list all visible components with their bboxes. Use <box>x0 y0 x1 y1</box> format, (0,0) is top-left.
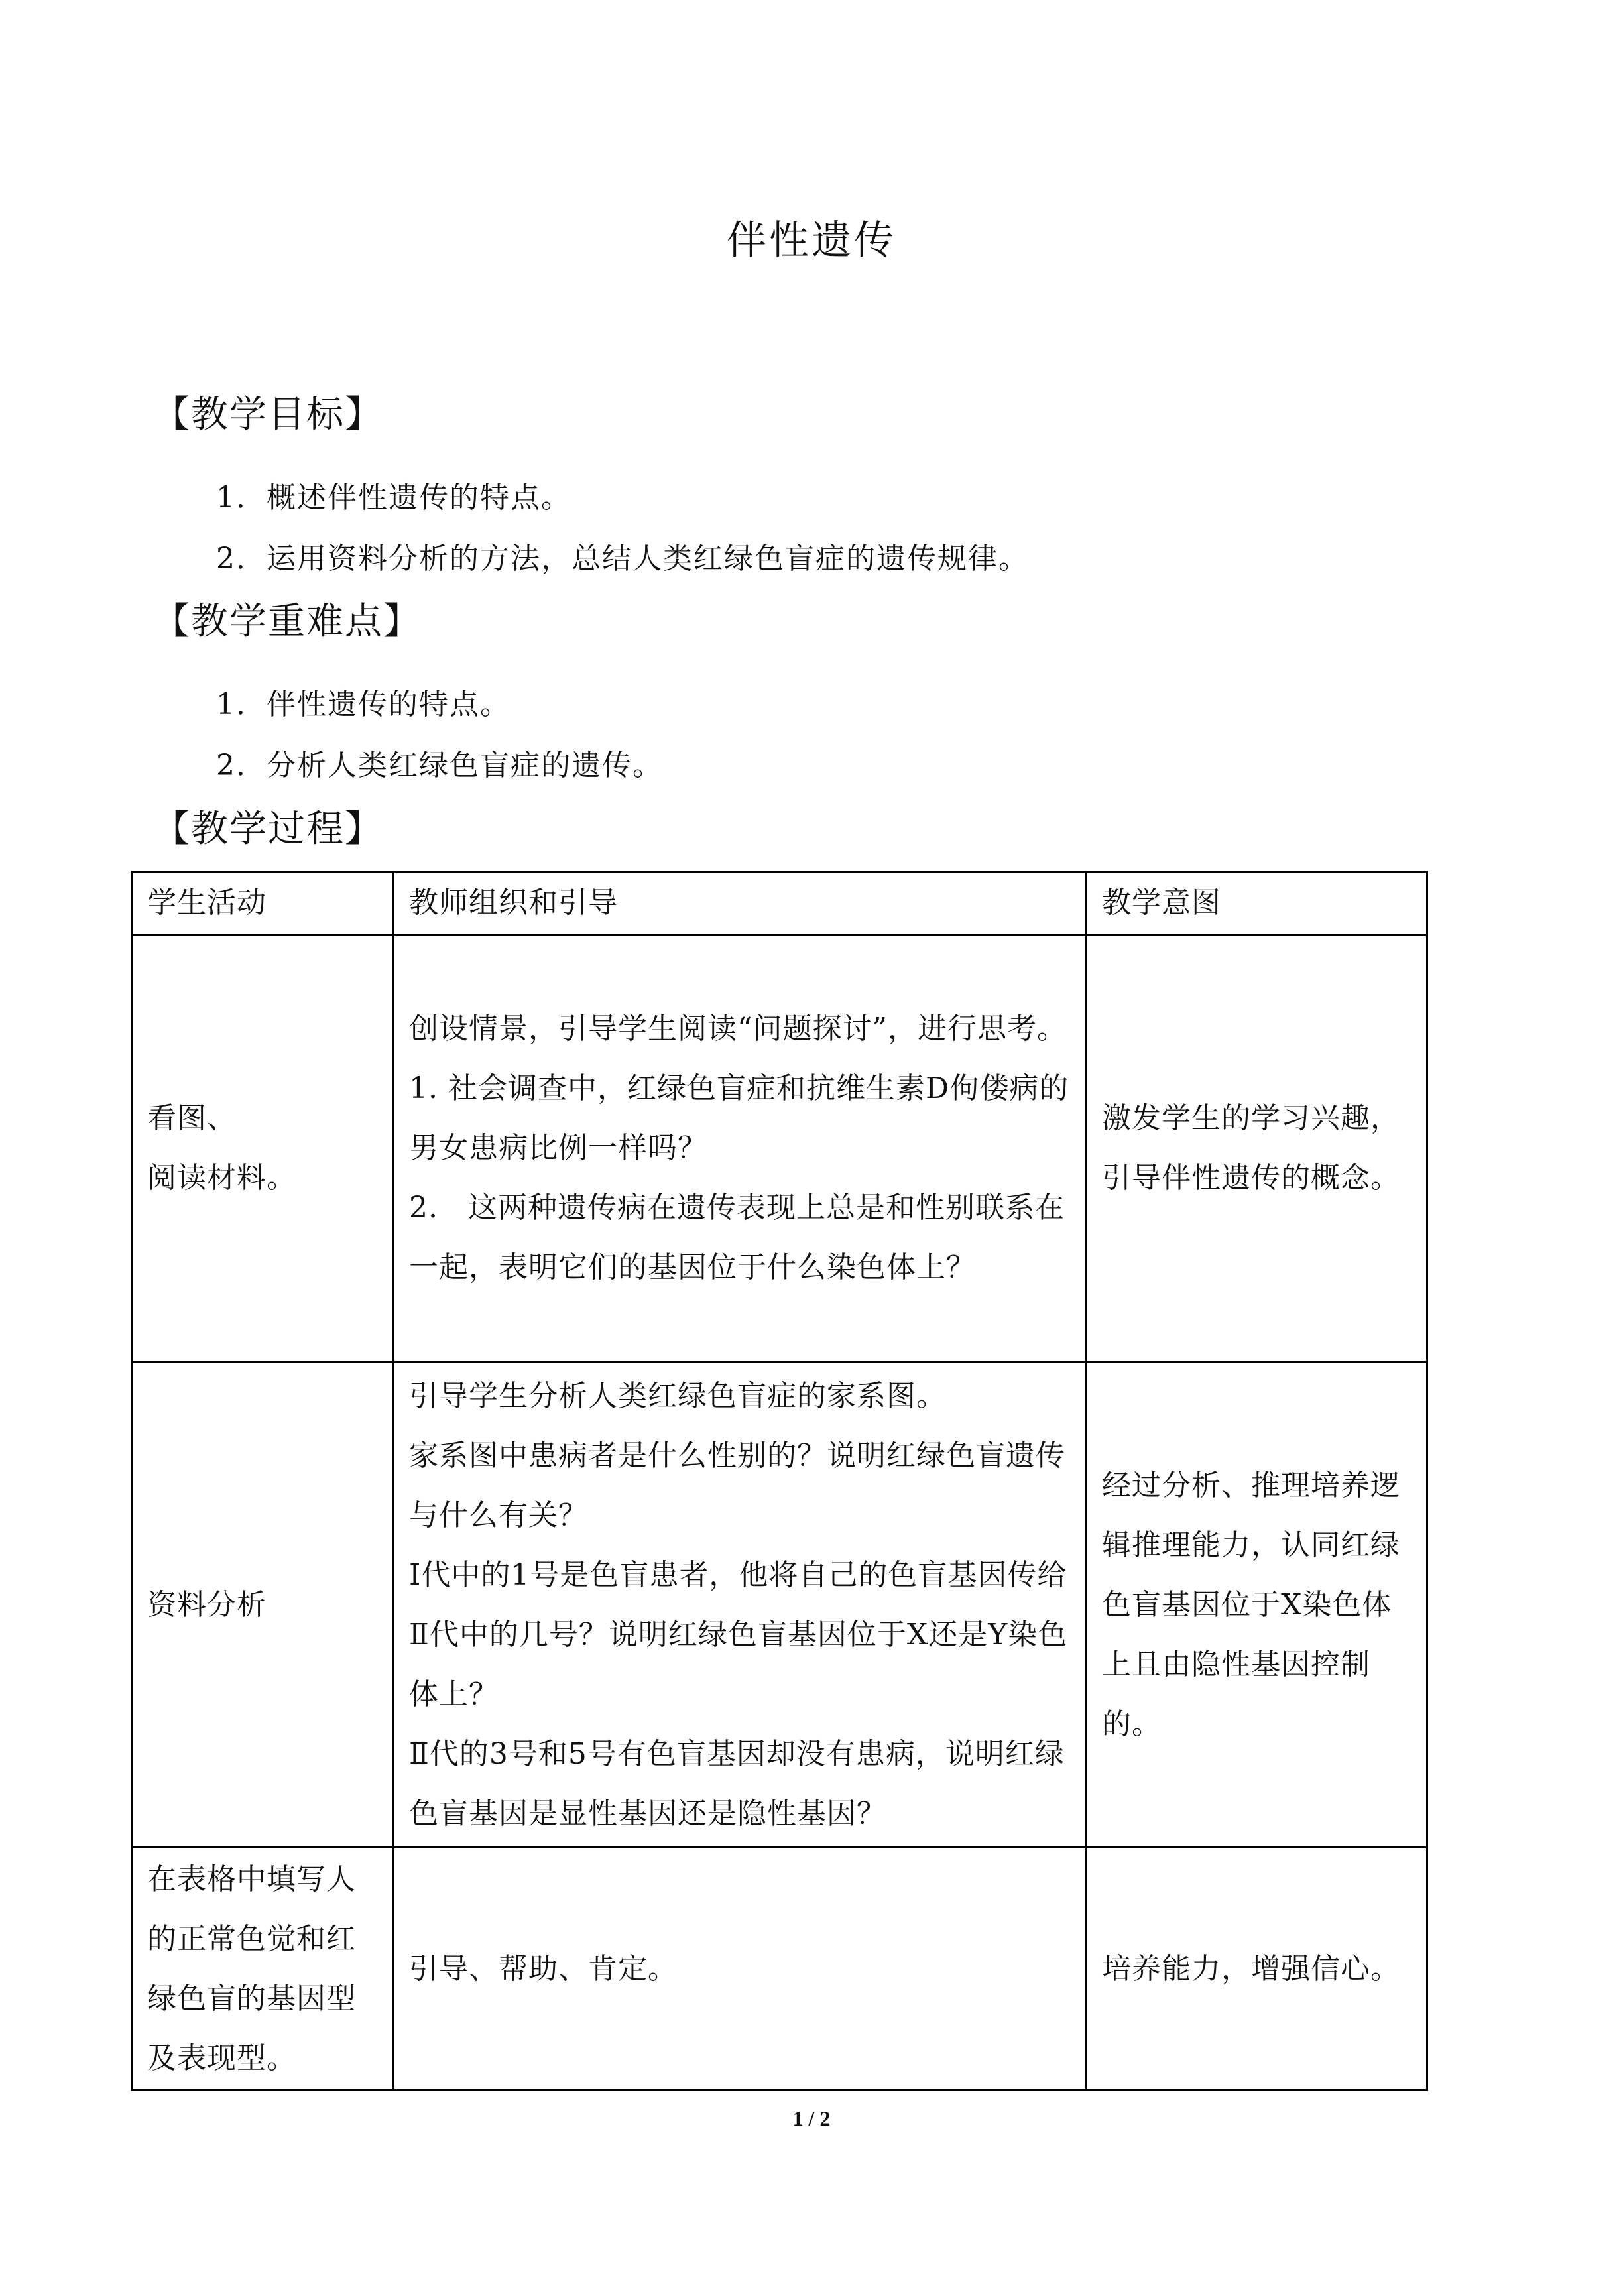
page-number: 1 / 2 <box>792 2106 831 2130</box>
page-title: 伴性遗传 <box>727 217 896 264</box>
teacher-guidance-cell <box>394 935 1087 1362</box>
section-heading-key-points: 【教学重难点】 <box>152 600 422 643</box>
key-point-item-2: 2．分析人类红绿色盲症的遗传。 <box>216 749 663 782</box>
cell-text: 资料分析 <box>147 1587 267 1622</box>
student-activity-cell <box>132 1848 394 2090</box>
cell-text: Ⅱ代的3号和5号有色盲基因却没有患病，说明红绿色盲基因是显性基因还是隐性基因？ <box>409 1736 1065 1831</box>
cell-text: Ⅰ代中的1号是色盲患者，他将自己的色盲基因传给Ⅱ代中的几号？说明红绿色盲基因位于X还是Y染色体上？ <box>409 1557 1068 1711</box>
teaching-intent-cell <box>1087 1362 1427 1848</box>
cell-text: 引导、帮助、肯定。 <box>409 1951 678 1986</box>
student-activity-cell <box>132 1362 394 1848</box>
table-row <box>132 1362 1427 1848</box>
section-heading-process: 【教学过程】 <box>152 808 383 851</box>
teaching-intent-cell <box>1087 935 1427 1362</box>
cell-text: 激发学生的学习兴趣，引导伴性遗传的概念。 <box>1102 1101 1400 1195</box>
teacher-guidance-cell <box>394 1848 1087 2090</box>
table-header-row <box>132 872 1427 935</box>
section-heading-objectives: 【教学目标】 <box>152 393 383 436</box>
cell-text: 2. 这两种遗传病在遗传表现上总是和性别联系在一起，表明它们的基因位于什么染色体上？ <box>409 1191 1065 1284</box>
table-row <box>132 935 1427 1362</box>
cell-text: 引导学生分析人类红绿色盲症的家系图。 <box>409 1378 946 1413</box>
key-point-item-1: 1．伴性遗传的特点。 <box>216 688 511 721</box>
header-student-activity: 学生活动 <box>132 872 394 935</box>
header-teacher-guidance: 教师组织和引导 <box>394 872 1087 935</box>
table-row <box>132 1848 1427 2090</box>
teacher-guidance-cell <box>394 1362 1087 1848</box>
objective-item-2: 2．运用资料分析的方法，总结人类红绿色盲症的遗传规律。 <box>216 542 1029 575</box>
cell-text: 1. 社会调查中，红绿色盲症和抗维生素D佝偻病的男女患病比例一样吗？ <box>409 1071 1069 1165</box>
cell-text: 阅读材料。 <box>147 1161 296 1195</box>
cell-text: 家系图中患病者是什么性别的？说明红绿色盲遗传与什么有关？ <box>409 1438 1065 1532</box>
cell-text: 创设情景，引导学生阅读“问题探讨”，进行思考。 <box>409 1012 1067 1046</box>
cell-text: 在表格中填写人的正常色觉和红绿色盲的基因型及表现型。 <box>147 1862 356 2075</box>
teaching-process-table <box>131 871 1428 2091</box>
teaching-intent-cell <box>1087 1848 1427 2090</box>
cell-text: 看图、 <box>147 1101 237 1135</box>
cell-text: 经过分析、推理培养逻辑推理能力，认同红绿色盲基因位于X染色体上且由隐性基因控制的。 <box>1102 1468 1400 1741</box>
cell-text: 培养能力，增强信心。 <box>1102 1951 1400 1986</box>
student-activity-cell <box>132 935 394 1362</box>
header-teaching-intent: 教学意图 <box>1087 872 1427 935</box>
objective-item-1: 1．概述伴性遗传的特点。 <box>216 481 571 514</box>
